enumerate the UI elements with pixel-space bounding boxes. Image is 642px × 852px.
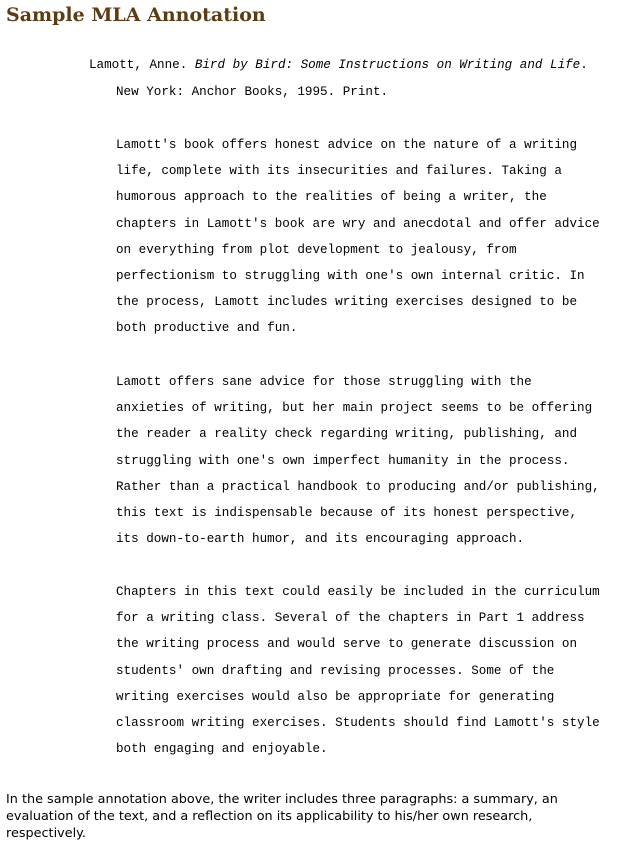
page-title: Sample MLA Annotation bbox=[6, 4, 266, 26]
paragraph-line: on everything from plot development to jealousy, from bbox=[116, 242, 517, 257]
paragraph-line: Lamott offers sane advice for those struggling with the bbox=[116, 375, 532, 389]
citation-line-1 bbox=[89, 57, 588, 73]
paragraph-line: both engaging and enjoyable. bbox=[116, 742, 328, 757]
paragraph-line: anxieties of writing, but her main project seems to be offering bbox=[116, 401, 593, 416]
paragraph-line: students' own drafting and revising processes. Some of the bbox=[116, 663, 555, 678]
citation-title-period: . bbox=[580, 58, 588, 72]
citation-book-title: Bird by Bird: Some Instructions on Writing and Life bbox=[194, 58, 581, 72]
paragraph-line: classroom writing exercises. Students should find Lamott's style bbox=[116, 715, 600, 730]
explanation-text: In the sample annotation above, the writer includes three paragraphs: a summary, an evaluation of the text, and a reflection on its applicability to his/her own research, respectively. bbox=[6, 792, 558, 841]
paragraph-line: this text is indispensable because of its honest perspective, bbox=[116, 505, 578, 520]
paragraph-line: writing exercises would also be appropriate for generating bbox=[116, 689, 555, 704]
annotation-paragraph-evaluation bbox=[116, 374, 600, 557]
paragraph-line: its down-to-earth humor, and its encouraging approach. bbox=[116, 532, 525, 547]
annotation-paragraph-reflection bbox=[116, 584, 600, 767]
paragraph-line: both productive and fun. bbox=[116, 321, 298, 336]
paragraph-line: humorous approach to the realities of being a writer, the bbox=[116, 190, 547, 205]
paragraph-line: struggling with one's own imperfect humanity in the process. bbox=[116, 453, 570, 468]
paragraph-line: the process, Lamott includes writing exercises designed to be bbox=[116, 295, 578, 310]
paragraph-line: Rather than a practical handbook to producing and/or publishing, bbox=[116, 479, 600, 494]
citation-line-2: New York: Anchor Books, 1995. Print. bbox=[116, 85, 389, 99]
paragraph-line: chapters in Lamott's book are wry and anecdotal and offer advice bbox=[116, 216, 600, 231]
paragraph-line: the writing process and would serve to generate discussion on bbox=[116, 637, 578, 652]
annotation-paragraph-summary bbox=[116, 137, 600, 347]
paragraph-line: the reader a reality check regarding writing, publishing, and bbox=[116, 427, 578, 442]
paragraph-line: life, complete with its insecurities and failures. Taking a bbox=[116, 164, 562, 179]
citation-author: Lamott, Anne. bbox=[89, 58, 195, 72]
paragraph-line: Lamott's book offers honest advice on the nature of a writing bbox=[116, 138, 578, 152]
paragraph-line: Chapters in this text could easily be included in the curriculum bbox=[116, 585, 600, 599]
paragraph-line: perfectionism to struggling with one's own internal critic. In bbox=[116, 268, 585, 283]
paragraph-line: for a writing class. Several of the chapters in Part 1 address bbox=[116, 611, 585, 626]
